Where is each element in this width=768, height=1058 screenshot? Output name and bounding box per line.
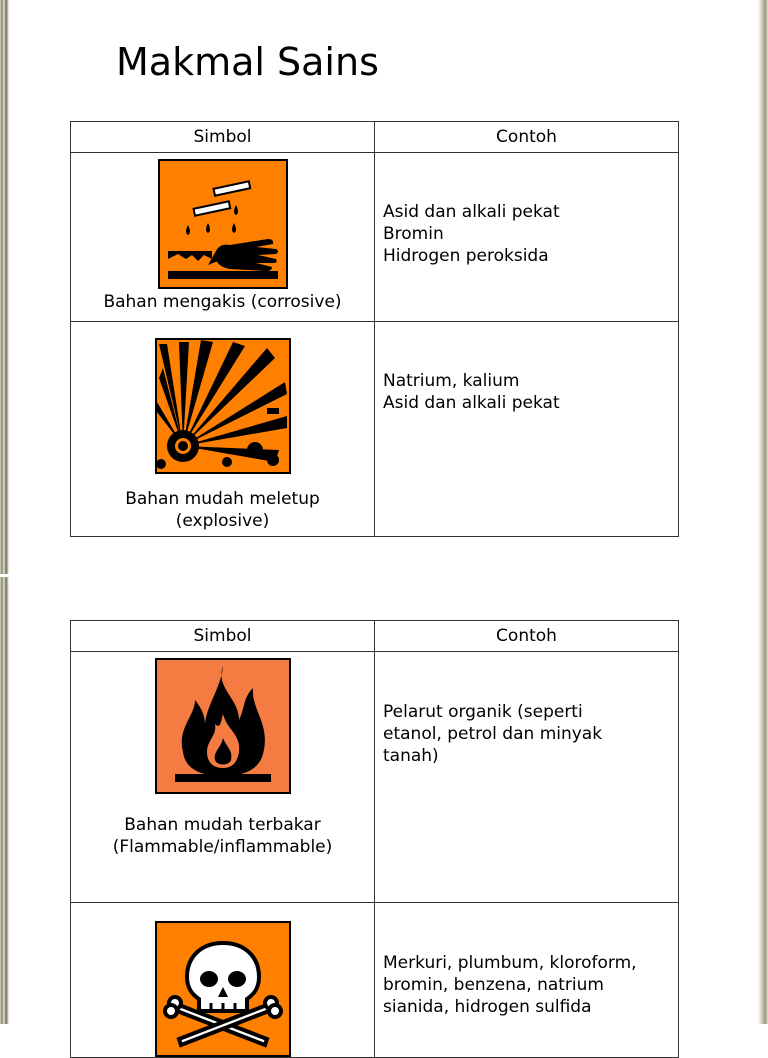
example-line: Pelarut organik (seperti xyxy=(383,702,583,722)
page-separator xyxy=(0,574,14,577)
symbol-label: Bahan mudah meletup xyxy=(125,489,320,509)
example-line: bromin, benzena, natrium xyxy=(383,975,604,995)
symbol-label: Bahan mengakis (corrosive) xyxy=(103,292,342,312)
example-line: Bromin xyxy=(383,224,444,244)
example-line: Hidrogen peroksida xyxy=(383,246,549,266)
symbol-cell xyxy=(71,652,375,903)
table-header-row xyxy=(71,621,679,652)
explosive-icon xyxy=(155,338,291,474)
example-line: etanol, petrol dan minyak xyxy=(383,724,603,744)
example-line: tanah) xyxy=(383,746,439,766)
skull-crossbones-icon xyxy=(155,921,291,1057)
page-edge-left xyxy=(0,0,10,1024)
example-line: Asid dan alkali pekat xyxy=(383,202,560,222)
table-row xyxy=(71,652,679,903)
page-title: Makmal Sains xyxy=(116,40,379,84)
example-line: sianida, hidrogen sulfida xyxy=(383,997,592,1017)
table-row xyxy=(71,153,679,322)
table-row xyxy=(71,322,679,537)
symbol-label: (explosive) xyxy=(175,511,270,531)
example-line: Asid dan alkali pekat xyxy=(383,393,560,413)
symbol-cell xyxy=(71,322,375,537)
page-edge-right xyxy=(758,0,768,1024)
hazard-table-1 xyxy=(70,121,679,537)
table-row xyxy=(71,903,679,1058)
header-contoh: Contoh xyxy=(375,122,679,153)
flame-icon xyxy=(155,658,291,794)
example-cell xyxy=(375,153,679,322)
header-simbol: Simbol xyxy=(71,122,375,153)
table-header-row xyxy=(71,122,679,153)
symbol-cell xyxy=(71,903,375,1058)
example-cell xyxy=(375,652,679,903)
hazard-table-2 xyxy=(70,620,679,1058)
header-simbol: Simbol xyxy=(71,621,375,652)
example-line: Natrium, kalium xyxy=(383,371,520,391)
symbol-label: (Flammable/inflammable) xyxy=(112,837,333,857)
example-cell xyxy=(375,903,679,1058)
header-contoh: Contoh xyxy=(375,621,679,652)
corrosive-icon xyxy=(158,159,288,289)
example-line: Merkuri, plumbum, kloroform, xyxy=(383,953,637,973)
example-cell xyxy=(375,322,679,537)
symbol-label: Bahan mudah terbakar xyxy=(124,815,321,835)
symbol-cell xyxy=(71,153,375,322)
